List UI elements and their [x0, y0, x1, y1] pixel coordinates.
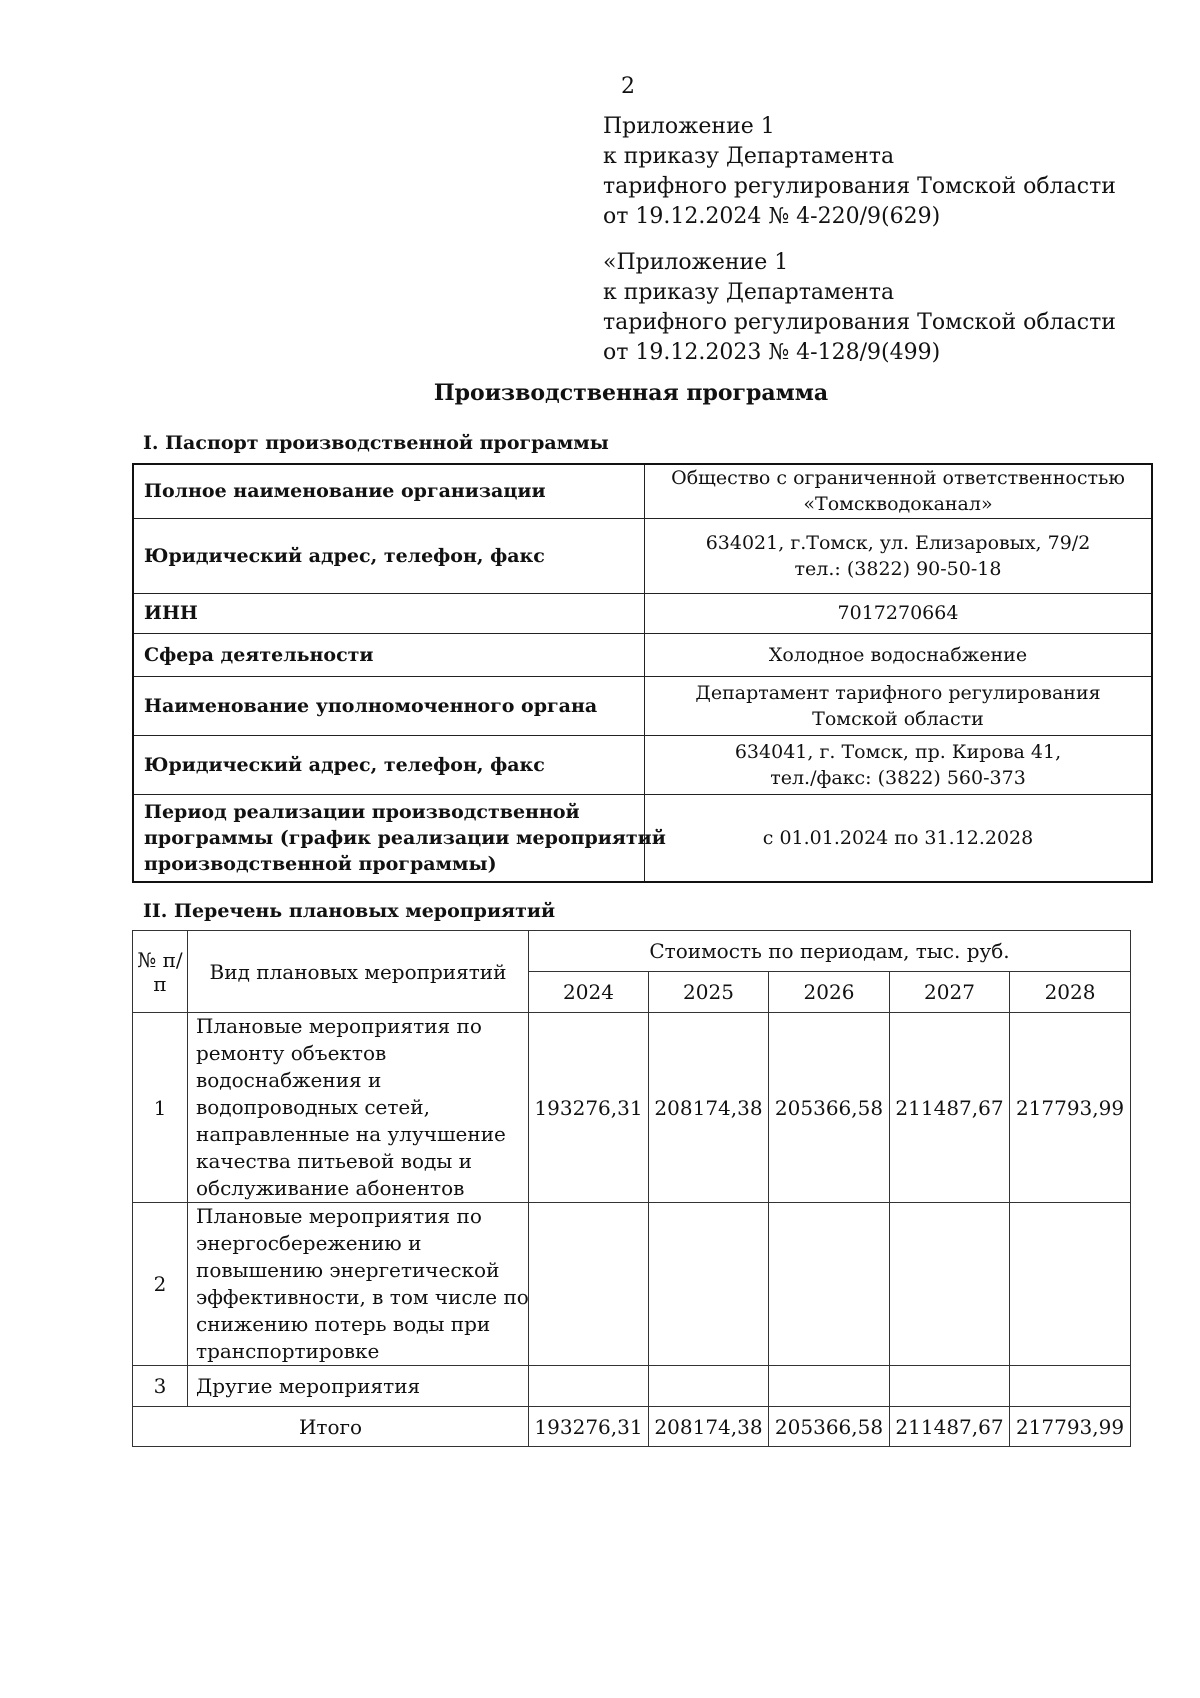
row-number: 2: [133, 1203, 188, 1366]
activity-line: направленные на улучшение: [196, 1122, 506, 1146]
activity-line: снижению потерь воды при: [196, 1312, 491, 1336]
passport-label: [133, 794, 666, 882]
activity-line: энергосбережению и: [196, 1231, 422, 1255]
total-label: Итого: [133, 1407, 529, 1447]
passport-label: [133, 676, 645, 735]
cost-value: [1010, 1366, 1131, 1407]
appendix-line: к приказу Департамента: [603, 280, 895, 305]
appendix-line: от 19.12.2024 № 4-220/9(629): [603, 204, 941, 229]
cost-value: [649, 1203, 769, 1366]
header-cost: Стоимость по периодам, тыс. руб.: [529, 931, 1131, 972]
value-line: тел./факс: (3822) 560-373: [770, 766, 1026, 789]
table-row: [133, 1203, 1131, 1366]
row-activity: [188, 1013, 529, 1203]
activity-line: водопроводных сетей,: [196, 1095, 430, 1119]
activity-line: эффективности, в том числе по: [196, 1285, 529, 1309]
header-year: 2027: [890, 972, 1010, 1013]
header-year: 2026: [769, 972, 890, 1013]
cost-value: [890, 1203, 1010, 1366]
activity-line: качества питьевой воды и: [196, 1149, 472, 1173]
table-row: [133, 1366, 1131, 1407]
table-row: [133, 633, 1152, 676]
activity-line: Плановые мероприятия по: [196, 1204, 482, 1228]
table-header-row: [133, 931, 1131, 972]
label-line: Период реализации производственной: [144, 800, 580, 823]
label-line: производственной программы): [144, 852, 497, 875]
row-number: 1: [133, 1013, 188, 1203]
table-row: [133, 593, 1152, 633]
activity-line: ремонту объектов: [196, 1041, 387, 1065]
appendix-current-reference: [603, 112, 1116, 232]
row-activity: [188, 1366, 529, 1407]
total-value: 208174,38: [649, 1407, 769, 1447]
value-line: с 01.01.2024 по 31.12.2028: [762, 826, 1034, 849]
row-activity: [188, 1203, 529, 1366]
cost-value: 211487,67: [890, 1013, 1010, 1203]
passport-label: [133, 518, 645, 593]
activity-line: водоснабжения и: [196, 1068, 382, 1092]
cost-value: [1010, 1203, 1131, 1366]
passport-value: [645, 464, 1153, 518]
activity-line: повышению энергетической: [196, 1258, 500, 1282]
passport-label: [133, 593, 645, 633]
header-activity: Вид плановых мероприятий: [188, 931, 529, 1013]
section-heading-passport: I. Паспорт производственной программы: [143, 432, 609, 454]
activity-line: обслуживание абонентов: [196, 1176, 465, 1200]
passport-value: [645, 518, 1153, 593]
total-value: 205366,58: [769, 1407, 890, 1447]
passport-value: [645, 593, 1153, 633]
passport-label: [133, 735, 645, 794]
table-row: [133, 518, 1152, 593]
activity-line: транспортировке: [196, 1339, 380, 1363]
appendix-line: тарифного регулирования Томской области: [603, 310, 1116, 335]
cost-value: 193276,31: [529, 1013, 649, 1203]
table-row: [133, 464, 1152, 518]
total-value: 217793,99: [1010, 1407, 1131, 1447]
passport-value: [645, 735, 1153, 794]
table-row: [133, 1013, 1131, 1203]
cost-value: [649, 1366, 769, 1407]
cost-value: [769, 1203, 890, 1366]
label-line: ИНН: [144, 602, 198, 624]
cost-value: [529, 1366, 649, 1407]
cost-value: [769, 1366, 890, 1407]
activity-line: Плановые мероприятия по: [196, 1014, 482, 1038]
label-line: Юридический адрес, телефон, факс: [144, 753, 545, 776]
cost-value: [529, 1203, 649, 1366]
table-row: [133, 794, 1152, 882]
activity-line: Другие мероприятия: [196, 1373, 421, 1398]
appendix-line: к приказу Департамента: [603, 144, 895, 169]
label-line: Сфера деятельности: [144, 643, 374, 666]
row-number: 3: [133, 1366, 188, 1407]
header-year: 2025: [649, 972, 769, 1013]
appendix-previous-reference: [603, 248, 1116, 368]
value-line: 634021, г.Томск, ул. Елизаровых, 79/2: [705, 531, 1091, 554]
label-line: Юридический адрес, телефон, факс: [144, 544, 545, 567]
appendix-line: от 19.12.2023 № 4-128/9(499): [603, 340, 941, 365]
value-line: Томской области: [812, 707, 984, 730]
header-number: № п/п: [133, 931, 188, 1013]
cost-value: 217793,99: [1010, 1013, 1131, 1203]
value-line: «Томскводоканал»: [803, 493, 993, 516]
table-row: [133, 735, 1152, 794]
passport-value: [645, 633, 1153, 676]
value-line: Холодное водоснабжение: [768, 643, 1028, 666]
total-value: 193276,31: [529, 1407, 649, 1447]
header-year: 2028: [1010, 972, 1131, 1013]
passport-label: [133, 633, 645, 676]
passport-value: [645, 676, 1153, 735]
label-line: программы (график реализации мероприятий: [144, 826, 666, 849]
passport-label: [133, 464, 645, 518]
header-year: 2024: [529, 972, 649, 1013]
cost-value: [890, 1366, 1010, 1407]
passport-table: [132, 463, 1153, 883]
table-row: [133, 676, 1152, 735]
cost-value: 208174,38: [649, 1013, 769, 1203]
total-value: 211487,67: [890, 1407, 1010, 1447]
value-line: Общество с ограниченной ответственностью: [671, 467, 1125, 490]
cost-value: 205366,58: [769, 1013, 890, 1203]
section-heading-activities: II. Перечень плановых мероприятий: [143, 900, 556, 922]
appendix-line: «Приложение 1: [603, 250, 789, 275]
label-line: Полное наименование организации: [144, 480, 546, 503]
value-line: 634041, г. Томск, пр. Кирова 41,: [734, 740, 1062, 763]
appendix-line: Приложение 1: [603, 114, 775, 139]
activities-table: [132, 930, 1131, 1447]
label-line: Наименование уполномоченного органа: [144, 694, 598, 717]
total-row: [133, 1407, 1131, 1447]
passport-value: [645, 794, 1153, 882]
appendix-line: тарифного регулирования Томской области: [603, 174, 1116, 199]
page-number: 2: [621, 74, 635, 99]
value-line: тел.: (3822) 90-50-18: [794, 557, 1002, 580]
document-title: Производственная программа: [433, 380, 829, 406]
value-line: 7017270664: [837, 602, 959, 624]
value-line: Департамент тарифного регулирования: [695, 681, 1101, 704]
